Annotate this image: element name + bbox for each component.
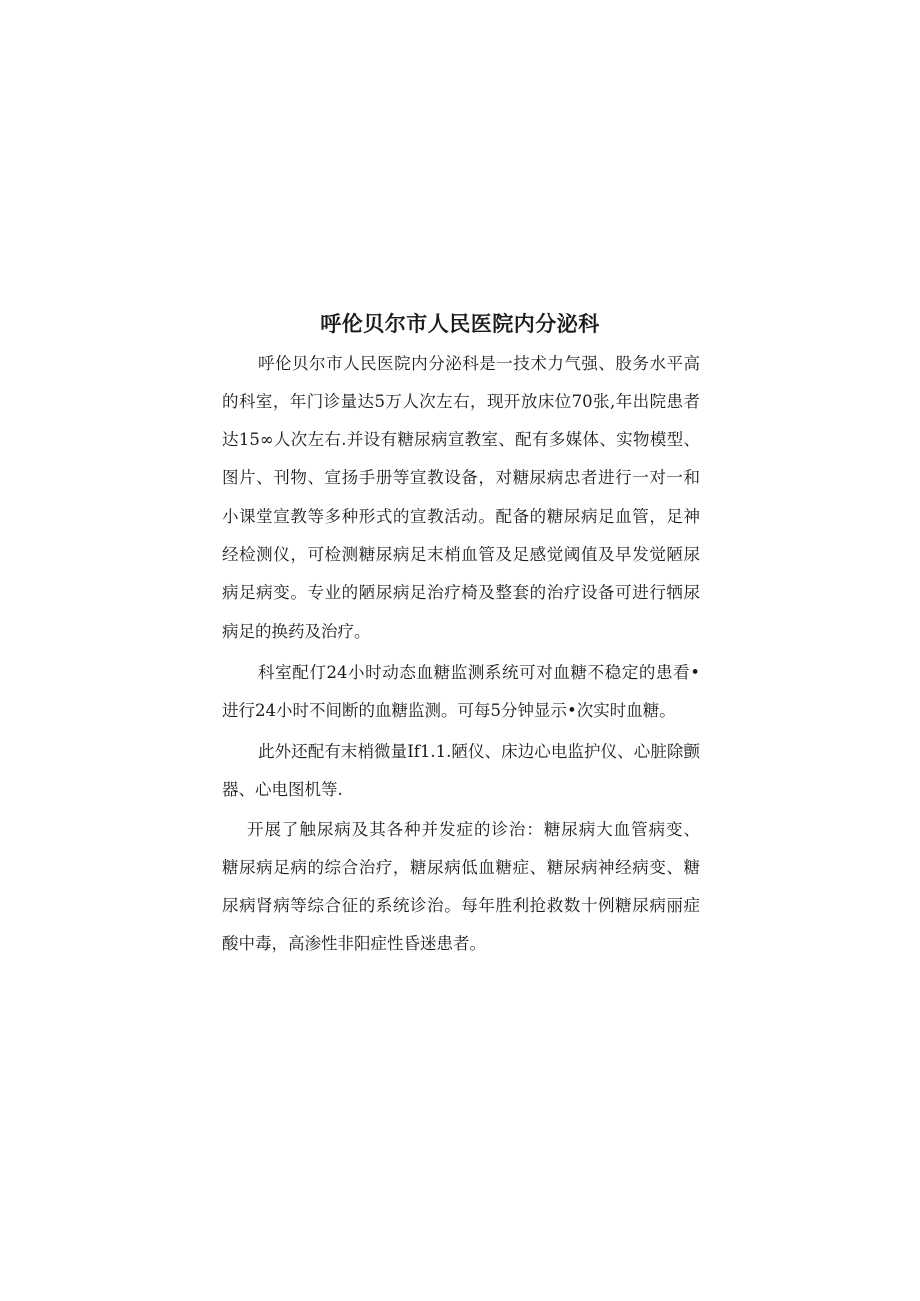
text-line: 此外还配有末梢微量If1.1.陋仪、床边心电监护仪、心脏除颤 [258,742,700,761]
text-line: 进行24小时不间断的血糖监测。可每5分钟显示•次实时血糖。 [222,701,676,720]
text-line: 呼伦贝尔市人民医院内分泌科是一技术力气强、股务水平高 [258,354,700,373]
text-line: 经检测仪，可检测糖尿病足末梢血管及足感觉阈值及早发觉陋尿 [222,545,700,564]
text-line: 病足的换药及治疗。 [222,622,371,641]
text-line: 糖尿病足病的综合治疗，糖尿病低血糖症、糖尿病神经病变、糖 [222,858,700,877]
text-line: 的科室，年门诊量达5万人次左右，现开放床位70张,年出院患者 [222,392,700,411]
text-line: 尿病肾病等综合征的系统诊治。每年胜利抢救数十例糖尿病丽症 [222,896,700,915]
text-line: 器、心电图机等. [222,780,343,799]
text-line: 小课堂宣教等多种形式的宣教活动。配备的糖尿病足血管，足神 [222,507,700,526]
text-line: 科室配仃24小时动态血糖监测系统可对血糖不稳定的患看• [258,663,700,682]
text-line: 酸中毒，高渗性非阳症性昏迷患者。 [222,934,486,953]
text-line: 图片、刊物、宣扬手册等宣教设备，对糖尿病忠者进行一对一和 [222,468,700,487]
text-line: 病足病变。专业的陋尿病足治疗椅及整套的治疗设备可进行牺尿 [222,583,700,602]
document-title: 呼伦贝尔市人民医院内分泌科 [320,312,600,336]
text-line: 达15∞人次左右.并设有糖尿病宣教室、配有多媒体、实物模型、 [222,430,700,449]
text-line: 开展了触尿病及其各种并发症的诊治：糖尿病大血管病变、 [247,820,700,839]
